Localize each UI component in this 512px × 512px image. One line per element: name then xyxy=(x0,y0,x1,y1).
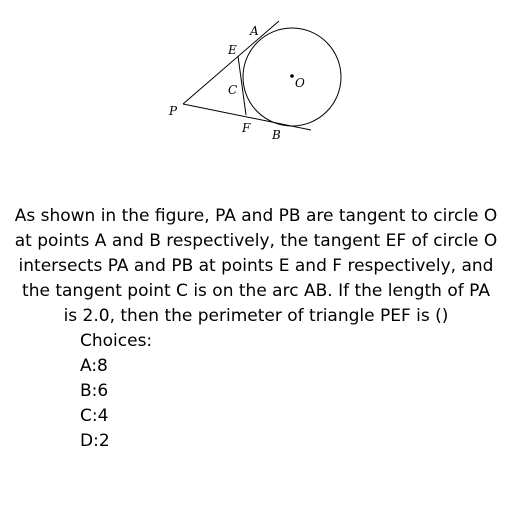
choices-heading: Choices: xyxy=(80,331,153,351)
choice-c: C:4 xyxy=(80,406,109,426)
choice-b: B:6 xyxy=(80,381,109,401)
choices-list xyxy=(80,329,152,454)
label-p: P xyxy=(169,104,178,118)
geometry-figure xyxy=(0,0,512,160)
question-text: As shown in the figure, PA and PB are tangent to circle O at points A and B respectively, the tangent EF of circle O intersects PA and PB at points E and F respectively, and the tangent point C is on the arc AB. If the length of PA is 2.0, then the perimeter of triangle PEF is () xyxy=(14,206,498,326)
choice-d: D:2 xyxy=(80,431,110,451)
center-point-o xyxy=(290,74,294,78)
label-c: C xyxy=(228,83,238,97)
label-f: F xyxy=(242,121,251,135)
label-a: A xyxy=(250,24,259,38)
choice-a: A:8 xyxy=(80,356,108,376)
label-e: E xyxy=(228,43,237,57)
label-o: O xyxy=(295,76,305,90)
label-b: B xyxy=(272,128,281,142)
